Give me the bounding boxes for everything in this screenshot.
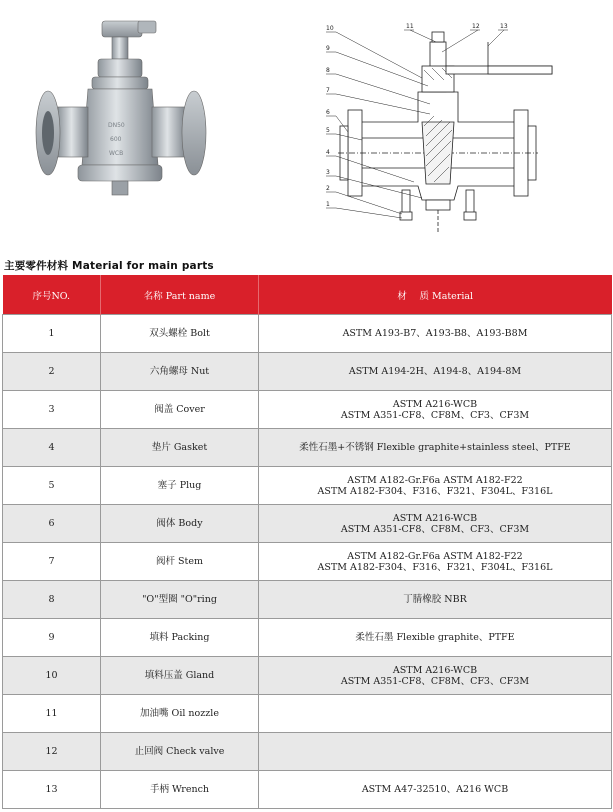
material-line: ASTM A47-32510、A216 WCB: [361, 784, 509, 795]
drawing-label: 4: [326, 149, 330, 156]
cell-no: 3: [3, 391, 101, 429]
material-line: ASTM A216-WCB: [392, 664, 478, 676]
cell-part-name: 阀体 Body: [101, 505, 259, 543]
cell-part-name: 双头螺栓 Bolt: [101, 315, 259, 353]
material-line: ASTM A193-B7、A193-B8、A193-B8M: [342, 328, 528, 339]
material-line: ASTM A182-Gr.F6a ASTM A182-F22: [347, 474, 523, 486]
drawing-label: 1: [326, 201, 330, 208]
cell-material: [259, 353, 612, 391]
cell-part-name: 六角螺母 Nut: [101, 353, 259, 391]
cell-part-name: 填料压盖 Gland: [101, 657, 259, 695]
cell-no: 4: [3, 429, 101, 467]
table-row: [3, 467, 612, 505]
table-row: [3, 581, 612, 619]
material-line: 柔性石墨+不锈钢 Flexible graphite+stainless steel、PTFE: [299, 442, 571, 453]
material-line: ASTM A182-F304、F316、F321、F304L、F316L: [317, 485, 553, 497]
material-line: ASTM A351-CF8、CF8M、CF3、CF3M: [340, 523, 530, 535]
header-part-name: 名称 Part name: [101, 275, 259, 315]
cell-no: 5: [3, 467, 101, 505]
drawing-label: 9: [326, 45, 330, 52]
material-line: ASTM A182-F304、F316、F321、F304L、F316L: [317, 561, 553, 573]
cell-part-name: 止回阀 Check valve: [101, 733, 259, 771]
drawing-label: 8: [326, 67, 330, 74]
table-row: [3, 543, 612, 581]
drawing-label: 2: [326, 185, 330, 192]
drawing-label: 10: [326, 25, 334, 32]
cell-no: 8: [3, 581, 101, 619]
material-line: ASTM A216-WCB: [392, 512, 478, 524]
table-row: [3, 353, 612, 391]
table-row: [3, 429, 612, 467]
table-row: [3, 391, 612, 429]
cell-no: 10: [3, 657, 101, 695]
cell-material: [259, 543, 612, 581]
casting-mark: 600: [110, 136, 122, 143]
material-line: ASTM A194-2H、A194-8、A194-8M: [348, 366, 522, 377]
drawing-label: 13: [500, 23, 508, 30]
cell-part-name: 填料 Packing: [101, 619, 259, 657]
cell-material: [259, 391, 612, 429]
cell-material: [259, 771, 612, 809]
material-line: ASTM A351-CF8、CF8M、CF3、CF3M: [340, 409, 530, 421]
cell-no: 13: [3, 771, 101, 809]
cell-material: [259, 505, 612, 543]
material-line: 柔性石墨 Flexible graphite、PTFE: [355, 632, 515, 643]
cell-no: 12: [3, 733, 101, 771]
drawing-label: 5: [326, 127, 330, 134]
cell-material: [259, 581, 612, 619]
cell-no: 1: [3, 315, 101, 353]
cell-part-name: 加油嘴 Oil nozzle: [101, 695, 259, 733]
table-row: [3, 619, 612, 657]
table-row: [3, 657, 612, 695]
cell-material: [259, 429, 612, 467]
cell-part-name: 塞子 Plug: [101, 467, 259, 505]
material-line: ASTM A351-CF8、CF8M、CF3、CF3M: [340, 675, 530, 687]
header-no: 序号NO.: [3, 275, 101, 315]
material-line: ASTM A216-WCB: [392, 398, 478, 410]
material-line: 丁腈橡胶 NBR: [403, 594, 467, 605]
material-line: ASTM A182-Gr.F6a ASTM A182-F22: [347, 550, 523, 562]
cell-material: [259, 467, 612, 505]
cell-material: [259, 619, 612, 657]
cell-part-name: 手柄 Wrench: [101, 771, 259, 809]
cell-part-name: 阀杆 Stem: [101, 543, 259, 581]
cell-material: [259, 657, 612, 695]
valve-photo: [30, 15, 230, 225]
header-material: 材 质 Material: [259, 275, 612, 315]
drawing-label: 3: [326, 169, 330, 176]
cell-material: [259, 315, 612, 353]
cell-no: 7: [3, 543, 101, 581]
section-title: 主要零件材料 Material for main parts: [4, 260, 214, 272]
casting-mark: WCB: [109, 150, 124, 157]
casting-mark: DN50: [108, 122, 125, 129]
table-row: [3, 733, 612, 771]
cell-material: [259, 695, 612, 733]
cell-material: [259, 733, 612, 771]
cell-part-name: "O"型圈 "O"ring: [101, 581, 259, 619]
table-row: [3, 695, 612, 733]
drawing-label: 7: [326, 87, 330, 94]
product-figures: [0, 0, 613, 250]
drawing-label: 11: [406, 23, 414, 30]
cross-section-drawing: [318, 22, 558, 237]
materials-table: [2, 275, 612, 809]
table-row: [3, 315, 612, 353]
cell-no: 9: [3, 619, 101, 657]
table-row: [3, 505, 612, 543]
table-header-row: [3, 275, 612, 315]
table-row: [3, 771, 612, 809]
drawing-label: 6: [326, 109, 330, 116]
cell-no: 11: [3, 695, 101, 733]
drawing-label: 12: [472, 23, 480, 30]
cell-part-name: 垫片 Gasket: [101, 429, 259, 467]
cell-no: 2: [3, 353, 101, 391]
cell-no: 6: [3, 505, 101, 543]
cell-part-name: 阀盖 Cover: [101, 391, 259, 429]
